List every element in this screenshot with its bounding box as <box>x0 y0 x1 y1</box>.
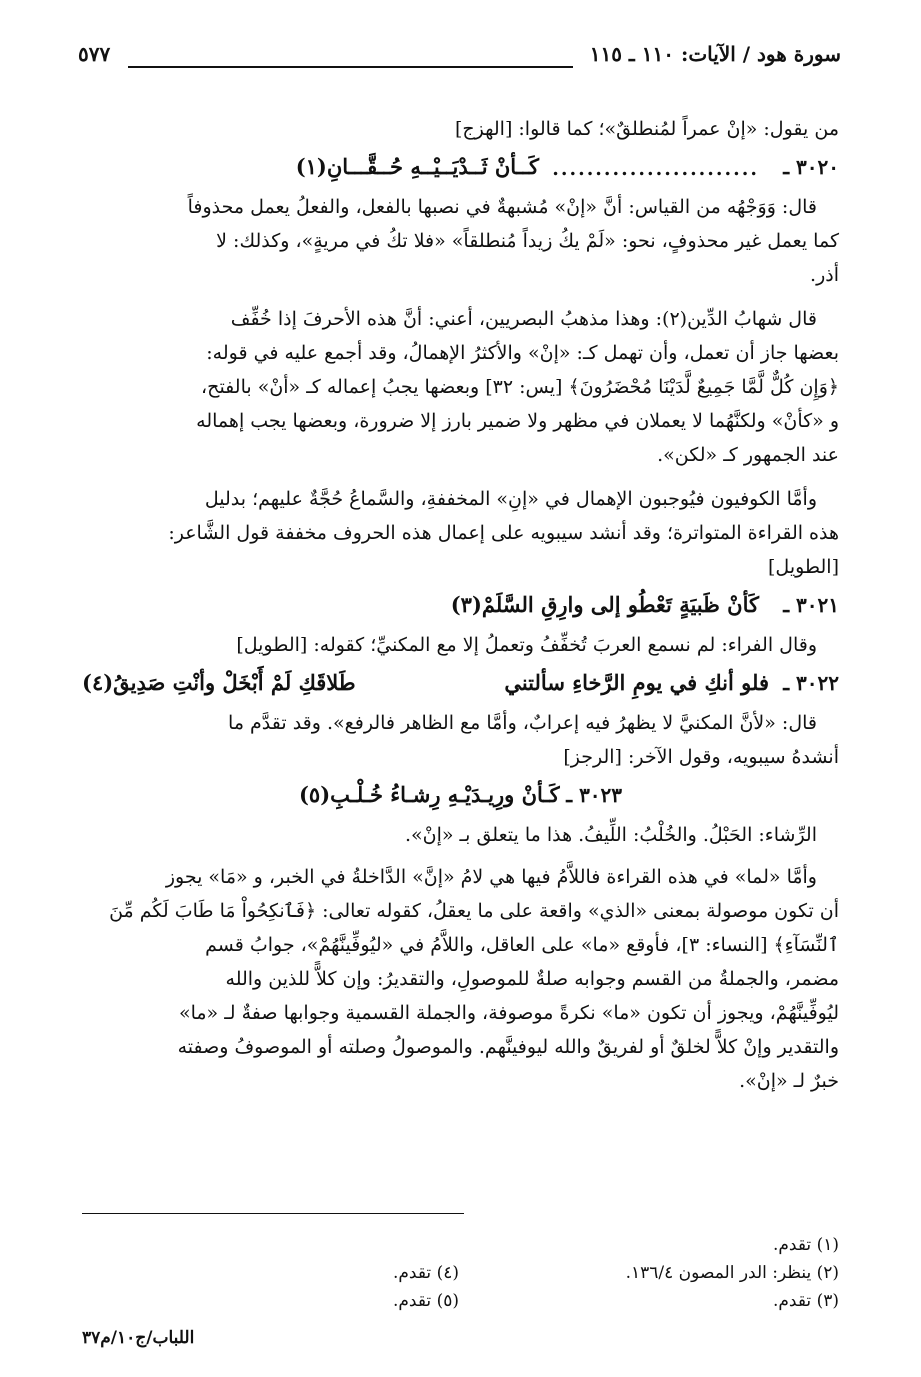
text-line: والتقدير وإنْ كلاًّ لخلقٌ أو لفريقٌ والله ليوفينَّهم. والموصولُ وصلته أو الموصوفُ وصفته <box>177 1036 839 1058</box>
verse-number: ٣٠٢٢ ـ <box>783 671 839 695</box>
main-text <box>82 112 839 1098</box>
text-line: أن تكون موصولة بمعنى «الذي» واقعة على ما يعقلُ، كقوله تعالى: ﴿فَٱنكِحُواْ مَا طَابَ لَكُم مِّنَ <box>109 900 839 922</box>
text-line: مضمر، والجملةُ من القسم وجوابه صلةٌ للموصولِ، والتقديرُ: وإن كلاًّ للذين والله <box>225 968 839 990</box>
text-line: خبرٌ لـ «إنْ». <box>739 1070 839 1092</box>
text-line: عند الجمهور كـ «لكن». <box>657 444 839 466</box>
text-line: كما يعمل غير محذوفٍ، نحو: «لَمْ يكُ زيداً مُنطلقاً» «فلا تكُ في مريةٍ»، وكذلك: لا <box>216 230 839 252</box>
footnote: (٣) تقدم. <box>772 1291 839 1311</box>
text-line: وأمَّا الكوفيون فيُوجبون الإهمال في «إنِ» المخففةِ، والسَّماعُ حُجَّةٌ عليهم؛ بدليل <box>204 488 817 510</box>
verse-hemistich: كَأنْ ظَبيَةٍ تَعْطُو إلى وارِقِ السَّلَمْ(٣) <box>450 592 759 617</box>
text-line: وقال الفراء: لم نسمع العربَ تُخفِّفُ وتعملُ إلا مع المكنيِّ؛ كقوله: [الطويل] <box>236 634 817 656</box>
text-line: قال: وَوَجْهُه من القياس: أنَّ «إنْ» مُشبهةٌ في نصبها بالفعل، والفعلُ يعمل محذوفاً <box>187 196 817 218</box>
text-line: وأمَّا «لما» في هذه القراءة فاللاَّمُ فيها هي لامُ «إنَّ» الدَّاخلةُ في الخبر، و «مَا» يجوز <box>165 866 817 888</box>
text-line: قال: «لأنَّ المكنيَّ لا يظهرُ فيه إعرابٌ، وأمَّا مع الظاهر فالرفع». وقد تقدَّم ما <box>228 712 817 734</box>
text-line: من يقول: «إنْ عمراً لمُنطلقٌ»؛ كما قالوا: [الهزج] <box>454 118 839 140</box>
text-line: بعضها جاز أن تعمل، وأن تهمل كـ: «إنْ» والأكثرُ الإهمالُ، وقد أجمع عليه في قوله: <box>206 342 839 364</box>
page-header-title: سورة هود / الآيات: ١١٠ ـ ١١٥ <box>589 42 841 66</box>
verse-3022 <box>82 662 839 706</box>
text-line: ٱلنِّسَآءِ﴾ [النساء: ٣]، فأوقع «ما» على العاقل، واللاَّمُ في «ليُوفِّينَّهُمْ»، جوابُ قسم <box>205 934 839 956</box>
verse-3023 <box>82 774 839 818</box>
text-line: [الطويل] <box>768 556 839 578</box>
footnote: (٢) ينظر: الدر المصون ١٣٦/٤. <box>625 1263 839 1283</box>
verse-3020 <box>82 146 839 190</box>
header-rule <box>128 66 573 68</box>
footnote: (٥) تقدم. <box>392 1291 459 1311</box>
footnote: (٤) تقدم. <box>392 1263 459 1283</box>
footnote-rule <box>82 1213 464 1214</box>
verse-number: ٣٠٢١ ـ <box>783 593 839 617</box>
text-line: قال شهابُ الدِّين(٢): وهذا مذهبُ البصريين، أعني: أنَّ هذه الأحرفَ إذا خُفِّف <box>230 308 817 330</box>
text-line: الرِّشاء: الحَبْلُ. والخُلْبُ: اللِّيفُ. هذا ما يتعلق بـ «إنْ». <box>405 824 817 846</box>
verse-number: ٣٠٢٠ ـ <box>783 155 839 179</box>
text-line: أذر. <box>810 264 839 286</box>
verse-hemistich: طَلاقَكِ لَمْ أَبْخَلْ وأنْتِ صَدِيقُ(٤) <box>82 670 356 695</box>
verse-3021 <box>82 584 839 628</box>
verse-dots: ........................ <box>552 158 759 180</box>
text-line: أنشدهُ سيبويه، وقول الآخر: [الرجز] <box>563 746 839 768</box>
page-number: ٥٧٧ <box>78 42 111 66</box>
text-line: و «كأنْ» ولكنَّهُما لا يعملان في مظهر ولا ضمير بارز إلا ضرورة، وبعضها يجب إهماله <box>196 410 839 432</box>
text-line: ليُوفِّينَّهُمْ، ويجوز أن تكون «ما» نكرةً موصوفة، والجملة القسمية وجوابها صفةٌ لـ «ما» <box>178 1002 839 1024</box>
text-line: ﴿وَإِن كُلٌّ لَّمَّا جَمِيعٌ لَّدَيْنَا مُحْضَرُونَ﴾ [يس: ٣٢] وبعضها يجبُ إعماله كـ «أنْ» بالفتح، <box>201 376 839 398</box>
verse-hemistich: كَـأنْ ورِيـدَيْـهِ رِشـاءُ خُـلْـبِ(٥) <box>298 782 560 807</box>
verse-hemistich: كَــأنْ ثَــدْيَــيْــهِ حُــقَّـــانِ(١) <box>295 154 539 179</box>
footnote: (١) تقدم. <box>772 1235 839 1255</box>
verse-number: ٣٠٢٣ ـ <box>566 783 623 807</box>
text-line: هذه القراءة المتواترة؛ وقد أنشد سيبويه على إعمال هذه الحروف مخففة قول الشَّاعر: <box>168 522 839 544</box>
verse-hemistich: فلو أنكِ في يومِ الرَّخاءِ سألتني <box>504 670 769 695</box>
volume-signature: اللباب/ج١٠/م٣٧ <box>82 1328 195 1348</box>
